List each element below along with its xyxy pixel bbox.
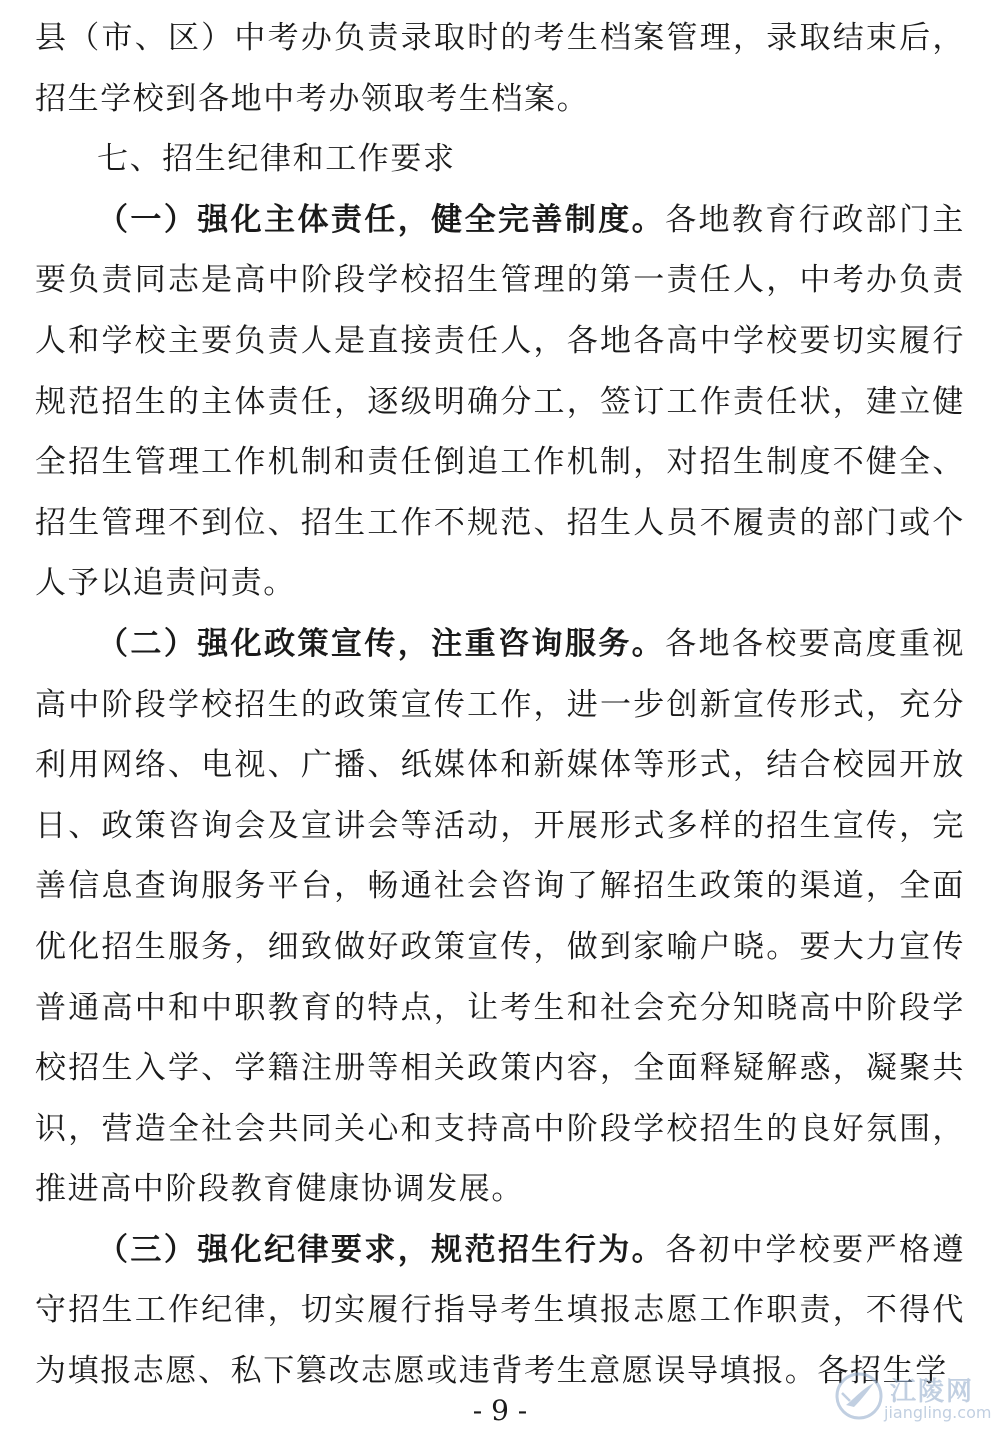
page-number: - 9 -	[472, 1394, 528, 1427]
paragraph-text: 各地教育行政部门主要负责同志是高中阶段学校招生管理的第一责任人，中考办负责人和学校主要负责人是直接责任人，各地各高中学校要切实履行规范招生的主体责任，逐级明确分工，签订工作责任状，建立健全招生管理工作机制和责任倒追工作机制，对招生制度不健全、招生管理不到位、招生工作不规范、招生人员不履责的部门或个人予以追责问责。	[35, 201, 966, 602]
paragraph-continuation	[35, 8, 965, 129]
section-heading	[35, 129, 965, 190]
paragraph-lead: （一）强化主体责任，健全完善制度。	[97, 201, 666, 238]
paragraph-item-2	[35, 614, 965, 1220]
crane-logo-icon	[832, 1371, 886, 1421]
watermark-domain: jiangling.com	[884, 1403, 992, 1422]
paragraph-text: 县（市、区）中考办负责录取时的考生档案管理，录取结束后，招生学校到各地中考办领取考生档案。	[35, 20, 965, 117]
section-heading-text: 七、招生纪律和工作要求	[97, 141, 456, 178]
paragraph-lead: （三）强化纪律要求，规范招生行为。	[97, 1231, 666, 1268]
watermark-name: 江陵网	[890, 1377, 975, 1407]
site-watermark	[832, 1369, 992, 1425]
paragraph-lead: （二）强化政策宣传，注重咨询服务。	[97, 625, 666, 662]
paragraph-text: 各初中学校要严格遵守招生工作纪律，切实履行指导考生填报志愿工作职责，不得代为填报志愿、私下篡改志愿或违背考生意愿误导填报。各招生学	[35, 1231, 966, 1390]
paragraph-item-3	[35, 1220, 965, 1402]
paragraph-text: 各地各校要高度重视高中阶段学校招生的政策宣传工作，进一步创新宣传形式，充分利用网络、电视、广播、纸媒体和新媒体等形式，结合校园开放日、政策咨询会及宣讲会等活动，开展形式多样的招生宣传，完善信息查询服务平台，畅通社会咨询了解招生政策的渠道，全面优化招生服务，细致做好政策宣传，做到家喻户晓。要大力宣传普通高中和中职教育的特点，让考生和社会充分知晓高中阶段学校招生入学、学籍注册等相关政策内容，全面释疑解惑，凝聚共识，营造全社会共同关心和支持高中阶段学校招生的良好氛围，推进高中阶段教育健康协调发展。	[35, 625, 966, 1208]
paragraph-item-1	[35, 190, 965, 614]
document-page	[35, 8, 965, 1402]
